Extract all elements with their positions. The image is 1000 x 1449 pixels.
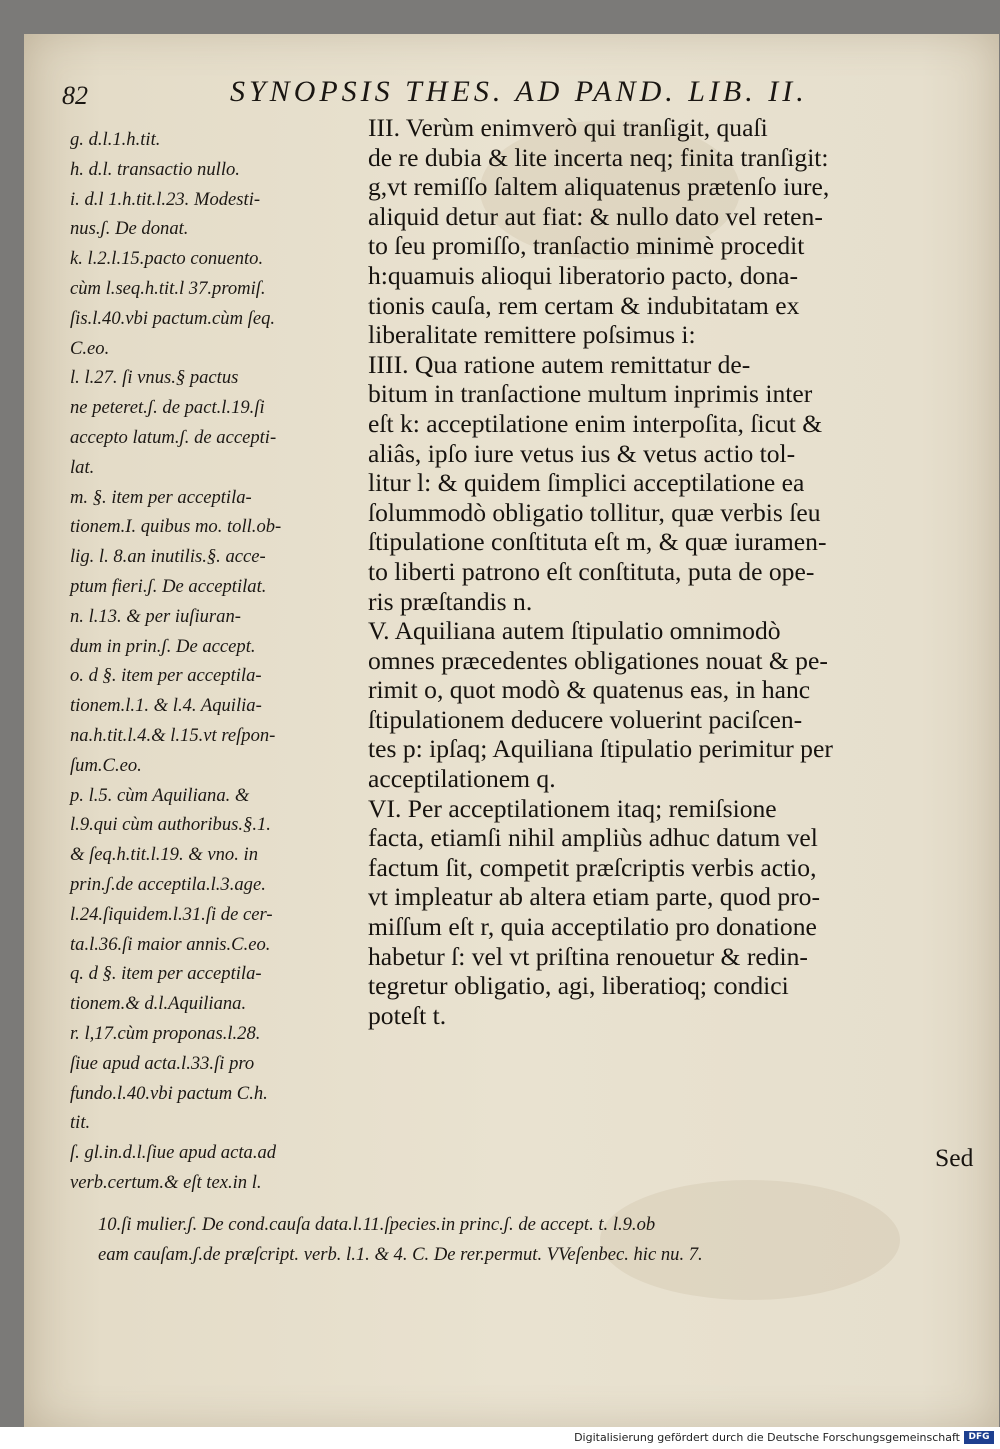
running-title: SYNOPSIS THES. AD PAND. LIB. II. bbox=[230, 75, 808, 108]
text-line: ſtipulationem deducere voluerint paciſcen- bbox=[368, 704, 803, 734]
marginal-note-line: i. d.l 1.h.tit.l.23. Modesti- bbox=[70, 188, 261, 210]
text-line: rimit o, quot modò & quatenus eas, in hanc bbox=[368, 675, 811, 705]
text-line: tes p: ipſaq; Aquiliana ſtipulatio perimitur per bbox=[368, 734, 833, 764]
marginal-note-line: cùm l.seq.h.tit.l 37.promiſ. bbox=[70, 277, 266, 299]
text-line: IIII. Qua ratione autem remittatur de- bbox=[368, 349, 751, 379]
text-line: bitum in tranſactione multum inprimis inter bbox=[368, 379, 813, 409]
marginal-note-line: & ſeq.h.tit.l.19. & vno. in bbox=[70, 844, 258, 866]
text-line: poteſt t. bbox=[368, 1000, 447, 1030]
footnote-line: eam cauſam.ʃ.de præſcript. verb. l.1. & 4. C. De rer.permut. VVeſenbec. hic nu. 7. bbox=[98, 1244, 703, 1265]
text-line: ſolummodò obligatio tollitur, quæ verbis ſeu bbox=[368, 497, 821, 527]
running-head bbox=[0, 75, 1000, 115]
marginal-note-line: p. l.5. cùm Aquiliana. & bbox=[70, 784, 250, 806]
marginal-note-line: accepto latum.ʃ. de accepti- bbox=[70, 426, 277, 448]
text-line: acceptilationem q. bbox=[368, 764, 556, 794]
marginal-note-line: ſiue apud acta.l.33.ſi pro bbox=[70, 1052, 255, 1074]
text-line: g,vt remiſſo ſaltem aliquatenus prætenſo iure, bbox=[368, 172, 830, 202]
marginal-note-line: ſis.l.40.vbi pactum.cùm ſeq. bbox=[70, 307, 276, 329]
text-line: aliquid detur aut fiat: & nullo dato vel reten- bbox=[368, 201, 823, 231]
text-line: ſtipulatione conſtituta eſt m, & quæ iuramen- bbox=[368, 527, 827, 557]
marginal-note-line: h. d.l. transactio nullo. bbox=[70, 158, 240, 180]
dfg-logo: DFG bbox=[964, 1431, 994, 1444]
text-line: eſt k: acceptilatione enim interpoſita, ſicut & bbox=[368, 408, 823, 438]
marginal-note-line: lat. bbox=[70, 456, 95, 478]
marginal-note-line: tionem.I. quibus mo. toll.ob- bbox=[70, 516, 282, 538]
marginal-note-line: l. l.27. ſi vnus.§ pactus bbox=[70, 367, 239, 389]
marginal-note-line: r. l,17.cùm proponas.l.28. bbox=[70, 1022, 261, 1044]
marginal-note-line: ta.l.36.ſi maior annis.C.eo. bbox=[70, 933, 271, 955]
marginal-note-line: k. l.2.l.15.pacto conuento. bbox=[70, 248, 264, 270]
marginal-note-line: fundo.l.40.vbi pactum C.h. bbox=[70, 1082, 268, 1104]
marginal-note-line: verb.certum.& eſt tex.in l. bbox=[70, 1171, 262, 1193]
text-line: habetur ſ: vel vt priſtina renouetur & redin- bbox=[368, 941, 808, 971]
text-line: vt impleatur ab altera etiam parte, quod pro- bbox=[368, 882, 820, 912]
marginal-note-line: g. d.l.1.h.tit. bbox=[70, 129, 161, 150]
text-line: tegretur obligatio, agi, liberatioq; condici bbox=[368, 971, 789, 1001]
marginal-note-line: C.eo. bbox=[70, 337, 110, 359]
page-number: 82 bbox=[62, 81, 88, 110]
marginal-note-line: q. d §. item per acceptila- bbox=[70, 963, 262, 985]
text-line: factum ſit, competit præſcriptis verbis actio, bbox=[368, 852, 817, 882]
text-line: facta, etiamſi nihil ampliùs adhuc datum vel bbox=[368, 823, 818, 853]
funding-credit: Digitalisierung gefördert durch die Deutsche Forschungsgemeinschaft bbox=[574, 1431, 960, 1444]
marginal-note-line: ne peteret.ʃ. de pact.l.19.ſi bbox=[70, 397, 265, 419]
marginal-notes bbox=[70, 125, 375, 1198]
marginal-note-line: ſ. gl.in.d.l.ſiue apud acta.ad bbox=[70, 1142, 277, 1164]
text-line: litur l: & quidem ſimplici acceptilatione ea bbox=[368, 468, 805, 498]
marginal-note-line: dum in prin.ʃ. De accept. bbox=[70, 635, 256, 657]
text-line: liberalitate remittere poſsimus i: bbox=[368, 320, 696, 350]
marginal-note-line: na.h.tit.l.4.& l.15.vt reſpon- bbox=[70, 724, 276, 746]
marginal-note-line: lig. l. 8.an inutilis.§. acce- bbox=[70, 546, 266, 568]
text-line: h:quamuis alioqui liberatorio pacto, dona- bbox=[368, 260, 799, 290]
text-line: aliâs, ipſo iure vetus ius & vetus actio tol- bbox=[368, 438, 796, 468]
text-line: miſſum eſt r, quia acceptilatio pro donatione bbox=[368, 912, 817, 942]
text-line: de re dubia & lite incerta neq; finita tranſigit: bbox=[368, 142, 829, 172]
text-line: ris præſtandis n. bbox=[368, 586, 533, 616]
marginal-note-line: m. §. item per acceptila- bbox=[70, 486, 252, 508]
marginal-note-line: ptum fieri.ʃ. De acceptilat. bbox=[70, 575, 267, 597]
marginal-note-line: n. l.13. & per iuſiuran- bbox=[70, 605, 241, 627]
marginal-note-line: tit. bbox=[70, 1112, 91, 1134]
text-line: to ſeu promiſſo, tranſactio minimè procedit bbox=[368, 231, 805, 261]
marginal-note-line: prin.ʃ.de acceptila.l.3.age. bbox=[70, 873, 266, 895]
text-line: VI. Per acceptilationem itaq; remiſsione bbox=[368, 793, 777, 823]
main-text bbox=[368, 113, 1000, 1030]
catchword: Sed bbox=[935, 1143, 974, 1172]
marginal-note-line: ſum.C.eo. bbox=[70, 754, 142, 776]
text-line: omnes præcedentes obligationes nouat & pe- bbox=[368, 645, 828, 675]
marginal-note-line: l.24.ſiquidem.l.31.ſi de cer- bbox=[70, 903, 273, 925]
text-line: tionis cauſa, rem certam & indubitatam ex bbox=[368, 290, 800, 320]
marginal-note-line: tionem.l.1. & l.4. Aquilia- bbox=[70, 695, 262, 717]
text-line: III. Verùm enimverò qui tranſigit, quaſi bbox=[368, 113, 768, 142]
digitization-footer bbox=[0, 1427, 1000, 1449]
marginal-note-line: l.9.qui cùm authoribus.§.1. bbox=[70, 814, 271, 836]
footnotes-continued bbox=[98, 1210, 993, 1270]
marginal-note-line: o. d §. item per acceptila- bbox=[70, 665, 262, 687]
footnote-line: 10.ſi mulier.ʃ. De cond.cauſa data.l.11.ſpecies.in princ.ʃ. de accept. t. l.9.ob bbox=[98, 1214, 656, 1235]
marginal-note-line: nus.ʃ. De donat. bbox=[70, 218, 189, 240]
text-line: V. Aquiliana autem ſtipulatio omnimodò bbox=[368, 616, 781, 646]
text-line: to liberti patrono eſt conſtituta, puta de ope- bbox=[368, 556, 815, 586]
marginal-note-line: tionem.& d.l.Aquiliana. bbox=[70, 993, 247, 1015]
